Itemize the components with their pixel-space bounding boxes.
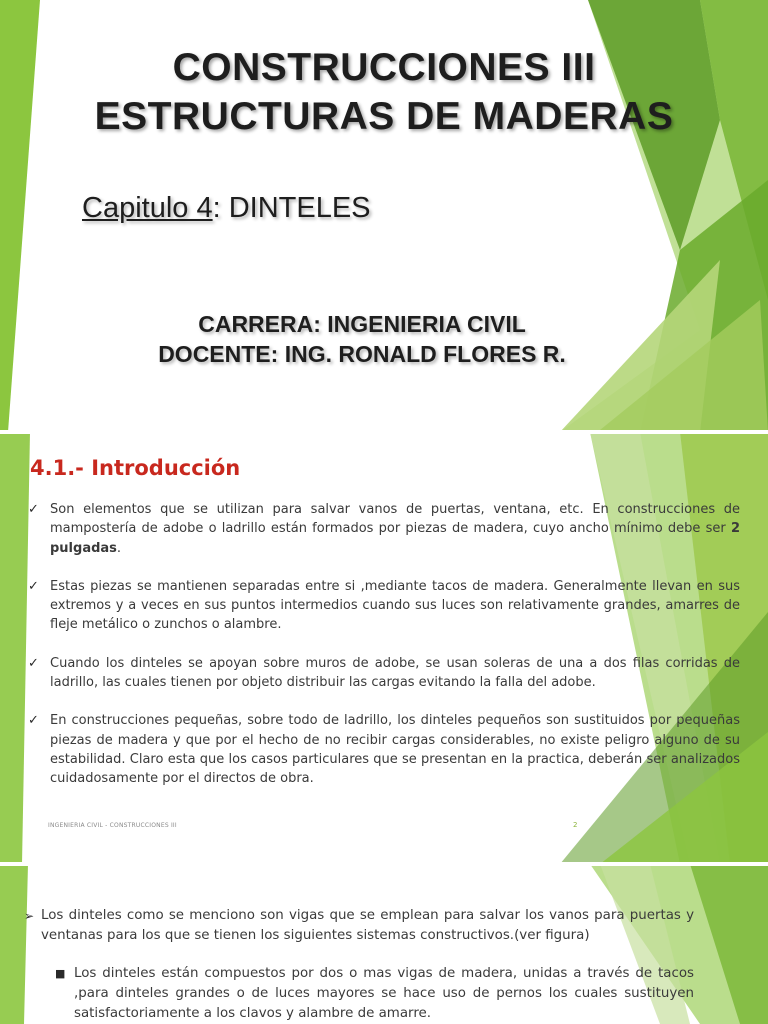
systems-slide	[0, 864, 768, 1024]
intro-paragraph: ➢ Los dinteles como se menciono son vigas que se emplean para salvar los vanos para puertas y ventanas para los que se tienen los siguientes sistemas constructivos.(ver figura)	[24, 908, 694, 943]
chapter-number: Capitulo 4	[82, 192, 213, 224]
square-bullet-icon: ■	[55, 967, 66, 980]
chapter-name: : DINTELES	[212, 192, 371, 224]
slide-separator	[0, 430, 768, 434]
checkmark-icon: ✓	[28, 713, 39, 729]
list-item: ✓ Cuando los dinteles se apoyan sobre muros de adobe, se usan soleras de una a dos filas corridas de ladrillo, las cuales tienen por objeto distribuir las cargas evitando la falla del adobe.	[28, 655, 740, 691]
checkmark-icon: ✓	[28, 578, 39, 594]
title-line-1: CONSTRUCCIONES III	[172, 46, 596, 89]
arrow-bullet-icon: ➢	[24, 909, 35, 923]
checkmark-icon: ✓	[28, 502, 39, 517]
list-item: ✓ En construcciones pequeñas, sobre todo de ladrillo, los dinteles pequeños son sustituidos por pequeñas piezas de madera y que por el hecho de no recibir cargas considerables, no existe peligro alguno de su estabilidad. Claro esta que los casos particulares que se presentan en la practica, deberán ser analizados cuidadosamente por el directos de obra.	[28, 713, 740, 787]
chapter-title	[82, 192, 371, 225]
list-item: ✓ Son elementos que se utilizan para salvar vanos de puertas, ventana, etc. En construcciones de mampostería de adobe o ladrillo están formados por piezas de madera, cuyo ancho mínimo debe ser 2 pulgadas.	[28, 502, 740, 556]
page-number: 2	[573, 821, 578, 829]
checkmark-icon: ✓	[28, 655, 39, 671]
career-line: CARRERA: INGENIERIA CIVIL	[198, 311, 526, 337]
bullet-list	[28, 500, 740, 808]
title-slide	[0, 0, 768, 432]
bold-text: 2 pulgadas	[50, 521, 740, 556]
teacher-line: DOCENTE: ING. RONALD FLORES R.	[158, 341, 566, 367]
introduction-slide	[0, 432, 768, 864]
list-item: ✓ Estas piezas se mantienen separadas entre si ,mediante tacos de madera. Generalmente llevan en sus extremos y a veces en sus puntos intermedios cuando sus luces son relativamente grandes, amarres de fleje metálico o zunchos o alambre.	[28, 578, 740, 633]
slide-footer: INGENIERIA CIVIL - CONSTRUCCIONES III	[48, 822, 177, 829]
title-line-2: ESTRUCTURAS DE MADERAS	[94, 95, 674, 138]
slide-separator	[0, 862, 768, 866]
list-item: ■ Los dinteles están compuestos por dos o mas vigas de madera, unidas a través de tacos ,para dinteles grandes o de luces mayores se hace uso de pernos los cuales sustituyen satisfactoriamente a los clavos y alambre de amarre.	[55, 966, 694, 1021]
section-heading: 4.1.- Introducción	[30, 456, 241, 480]
